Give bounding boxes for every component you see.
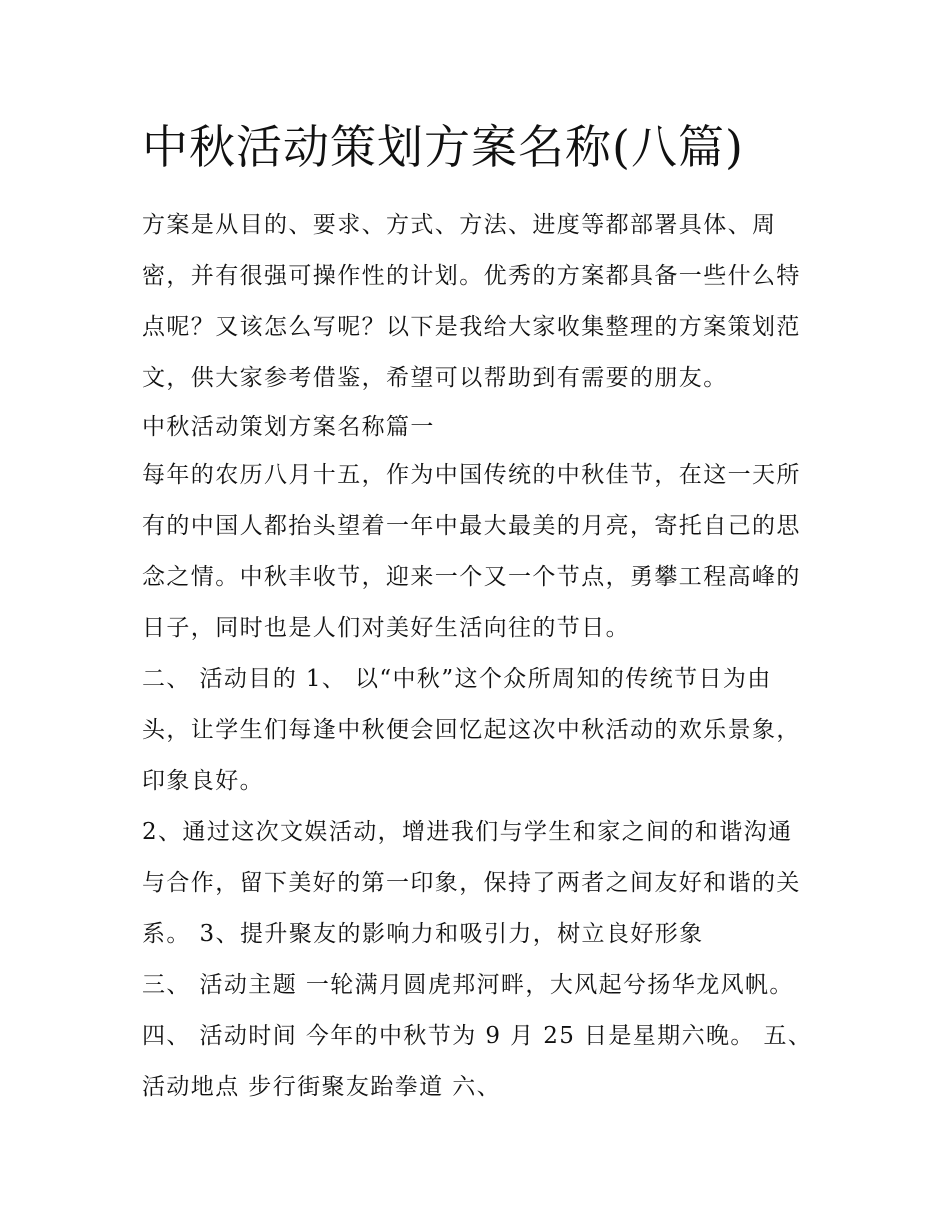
body-line: 文，供大家参考借鉴，希望可以帮助到有需要的朋友。 xyxy=(142,365,728,391)
body-line: 念之情。中秋丰收节，迎来一个又一个节点，勇攀工程高峰的 xyxy=(142,564,801,590)
document-body xyxy=(142,200,822,1113)
body-line: 日子，同时也是人们对美好生活向往的节日。 xyxy=(142,615,630,641)
body-line: 有的中国人都抬头望着一年中最大最美的月亮，寄托自己的思 xyxy=(142,513,801,539)
document-title: 中秋活动策划方案名称(八篇) xyxy=(142,120,744,174)
body-line: 与合作，留下美好的第一印象，保持了两者之间友好和谐的关 xyxy=(142,870,801,896)
body-line: 二、 活动目的 1、 以“中秋”这个众所周知的传统节日为由 xyxy=(142,666,772,692)
body-line: 方案是从目的、要求、方式、方法、进度等都部署具体、周 xyxy=(142,212,777,238)
body-line: 系。 3、提升聚友的影响力和吸引力，树立良好形象 xyxy=(142,921,704,947)
body-line: 点呢？又该怎么写呢？以下是我给大家收集整理的方案策划范 xyxy=(142,314,801,340)
body-line: 印象良好。 xyxy=(142,768,264,794)
body-line: 密，并有很强可操作性的计划。优秀的方案都具备一些什么特 xyxy=(142,263,801,289)
body-line: 活动地点 步行街聚友跆拳道 六、 xyxy=(142,1074,502,1100)
body-line: 每年的农历八月十五，作为中国传统的中秋佳节，在这一天所 xyxy=(142,462,801,488)
body-line: 2、通过这次文娱活动，增进我们与学生和家之间的和谐沟通 xyxy=(142,819,793,845)
section-heading: 中秋活动策划方案名称篇一 xyxy=(142,414,435,440)
body-line: 头，让学生们每逢中秋便会回忆起这次中秋活动的欢乐景象， xyxy=(142,717,801,743)
body-line: 四、 活动时间 今年的中秋节为 9 月 25 日是星期六晚。 五、 xyxy=(142,1023,813,1049)
body-line: 三、 活动主题 一轮满月圆虎邦河畔，大风起兮扬华龙风帆。 xyxy=(142,972,794,998)
